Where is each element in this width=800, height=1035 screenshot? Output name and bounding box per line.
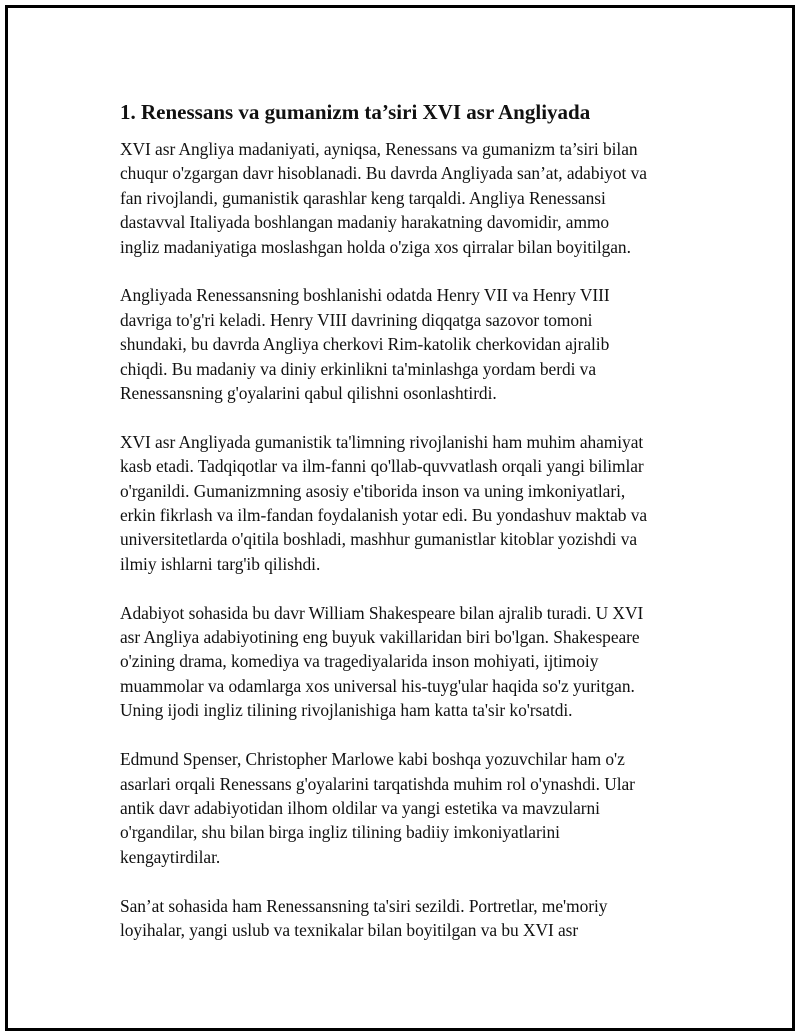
document-body <box>120 98 720 967</box>
text-line: loyihalar, yangi uslub va texnikalar bilan boyitilgan va bu XVI asr <box>120 919 579 940</box>
text-line: o'rganildi. Gumanizmning asosiy e'tiborida inson va uning imkoniyatlari, <box>120 480 626 501</box>
text-line: chiqdi. Bu madaniy va diniy erkinlikni ta'minlashga yordam berdi va <box>120 358 596 379</box>
text-line: antik davr adabiyotidan ilhom oldilar va yangi estetika va mavzularni <box>120 797 600 818</box>
paragraph <box>120 283 720 405</box>
text-line: kengaytirdilar. <box>120 846 221 867</box>
text-line: San’at sohasida ham Renessansning ta'siri sezildi. Portretlar, me'moriy <box>120 895 608 916</box>
text-line: o'zining drama, komediya va tragediyalarida inson mohiyati, ijtimoiy <box>120 651 599 672</box>
text-line: asarlari orqali Renessans g'oyalarini tarqatishda muhim rol o'ynashdi. Ular <box>120 773 635 794</box>
text-line: chuqur o'zgargan davr hisoblanadi. Bu davrda Angliyada san’at, adabiyot va <box>120 163 647 184</box>
text-line: Angliyada Renessansning boshlanishi odatda Henry VII va Henry VIII <box>120 285 610 306</box>
text-line: kasb etadi. Tadqiqotlar va ilm-fanni qo'llab-quvvatlash orqali yangi bilimlar <box>120 456 644 477</box>
paragraph <box>120 601 720 723</box>
paragraph <box>120 747 720 869</box>
text-line: asr Angliya adabiyotining eng buyuk vakillaridan biri bo'lgan. Shakespeare <box>120 627 640 648</box>
text-line: o'rgandilar, shu bilan birga ingliz tilining badiiy imkoniyatlarini <box>120 822 560 843</box>
text-line: universitetlarda o'qitila boshladi, mashhur gumanistlar kitoblar yozishdi va <box>120 529 638 550</box>
paragraph <box>120 137 720 259</box>
text-line: XVI asr Angliyada gumanistik ta'limning rivojlanishi ham muhim ahamiyat <box>120 431 644 452</box>
text-line: shundaki, bu davrda Angliya cherkovi Rim-katolik cherkovidan ajralib <box>120 334 610 355</box>
text-line: XVI asr Angliya madaniyati, ayniqsa, Renessans va gumanizm ta’siri bilan <box>120 139 638 159</box>
text-line: erkin fikrlash va ilm-fandan foydalanish yotar edi. Bu yondashuv maktab va <box>120 505 648 526</box>
page-frame <box>5 5 795 1031</box>
text-line: Edmund Spenser, Christopher Marlowe kabi boshqa yozuvchilar ham o'z <box>120 749 625 770</box>
text-line: Uning ijodi ingliz tilining rivojlanishiga ham katta ta'sir ko'rsatdi. <box>120 700 573 721</box>
paragraph <box>120 430 720 576</box>
text-line: dastavval Italiyada boshlangan madaniy harakatning davomidir, ammo <box>120 212 610 233</box>
text-line: Renessansning g'oyalarini qabul qilishni osonlashtirdi. <box>120 383 497 404</box>
text-line: fan rivojlandi, gumanistik qarashlar keng tarqaldi. Angliya Renessansi <box>120 187 606 208</box>
text-line: ingliz madaniyatiga moslashgan holda o'ziga xos qirralar bilan boyitilgan. <box>120 236 631 257</box>
text-line: ilmiy ishlarni targ'ib qilishdi. <box>120 553 321 574</box>
paragraph <box>120 894 720 943</box>
section-heading: 1. Renessans va gumanizm ta’siri XVI asr Angliyada <box>120 100 591 124</box>
text-line: davriga to'g'ri keladi. Henry VIII davrining diqqatga sazovor tomoni <box>120 309 593 330</box>
text-line: muammolar va odamlarga xos universal his-tuyg'ular haqida so'z yuritgan. <box>120 675 635 696</box>
text-line: Adabiyot sohasida bu davr William Shakespeare bilan ajralib turadi. U XVI <box>120 602 644 623</box>
